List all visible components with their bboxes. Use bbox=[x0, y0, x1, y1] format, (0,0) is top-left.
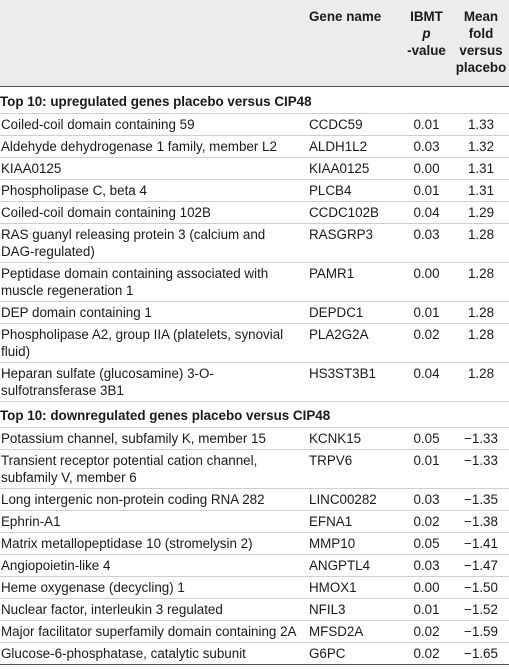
cell-description: Nuclear factor, interleukin 3 regulated bbox=[0, 599, 303, 621]
cell-ibmt-p-value: 0.04 bbox=[400, 202, 453, 224]
table-row bbox=[0, 533, 509, 555]
cell-mean-fold: 1.31 bbox=[453, 158, 509, 180]
section-title: Top 10: downregulated genes placebo versus CIP48 bbox=[0, 402, 509, 428]
section-header-row bbox=[0, 402, 509, 428]
cell-gene-name: NFIL3 bbox=[303, 599, 400, 621]
table-row bbox=[0, 263, 509, 302]
cell-description: Glucose-6-phosphatase, catalytic subunit bbox=[0, 643, 303, 665]
cell-description: Ephrin-A1 bbox=[0, 511, 303, 533]
cell-gene-name: ALDH1L2 bbox=[303, 136, 400, 158]
table-row bbox=[0, 136, 509, 158]
cell-ibmt-p-value: 0.03 bbox=[400, 555, 453, 577]
cell-ibmt-p-value: 0.04 bbox=[400, 363, 453, 402]
cell-description: Coiled-coil domain containing 102B bbox=[0, 202, 303, 224]
cell-gene-name: RASGRP3 bbox=[303, 224, 400, 263]
cell-mean-fold: −1.35 bbox=[453, 489, 509, 511]
cell-ibmt-p-value: 0.00 bbox=[400, 263, 453, 302]
table-row bbox=[0, 324, 509, 363]
cell-mean-fold: 1.29 bbox=[453, 202, 509, 224]
header-mean-fold: Mean fold versus placebo bbox=[453, 0, 509, 87]
cell-ibmt-p-value: 0.02 bbox=[400, 621, 453, 643]
table-row bbox=[0, 180, 509, 202]
cell-mean-fold: 1.28 bbox=[453, 363, 509, 402]
cell-description: Heparan sulfate (glucosamine) 3-O-sulfotransferase 3B1 bbox=[0, 363, 303, 402]
cell-gene-name: PAMR1 bbox=[303, 263, 400, 302]
table-row bbox=[0, 577, 509, 599]
cell-mean-fold: 1.28 bbox=[453, 324, 509, 363]
cell-mean-fold: 1.28 bbox=[453, 263, 509, 302]
cell-ibmt-p-value: 0.00 bbox=[400, 577, 453, 599]
table-row bbox=[0, 114, 509, 136]
table-row bbox=[0, 643, 509, 665]
cell-ibmt-p-value: 0.03 bbox=[400, 136, 453, 158]
cell-mean-fold: −1.41 bbox=[453, 533, 509, 555]
cell-description: Aldehyde dehydrogenase 1 family, member L2 bbox=[0, 136, 303, 158]
table-row bbox=[0, 489, 509, 511]
cell-description: Transient receptor potential cation channel, subfamily V, member 6 bbox=[0, 450, 303, 489]
cell-description: Coiled-coil domain containing 59 bbox=[0, 114, 303, 136]
cell-ibmt-p-value: 0.03 bbox=[400, 489, 453, 511]
cell-mean-fold: −1.59 bbox=[453, 621, 509, 643]
cell-ibmt-p-value: 0.01 bbox=[400, 180, 453, 202]
cell-ibmt-p-value: 0.05 bbox=[400, 533, 453, 555]
table-header bbox=[0, 0, 509, 87]
table-row bbox=[0, 599, 509, 621]
cell-description: Phospholipase A2, group IIA (platelets, synovial fluid) bbox=[0, 324, 303, 363]
cell-gene-name: KIAA0125 bbox=[303, 158, 400, 180]
cell-mean-fold: −1.47 bbox=[453, 555, 509, 577]
cell-mean-fold: −1.65 bbox=[453, 643, 509, 665]
cell-mean-fold: −1.33 bbox=[453, 428, 509, 450]
cell-description: Matrix metallopeptidase 10 (stromelysin 2) bbox=[0, 533, 303, 555]
header-row bbox=[0, 0, 509, 87]
table-row bbox=[0, 555, 509, 577]
cell-ibmt-p-value: 0.02 bbox=[400, 643, 453, 665]
cell-description: KIAA0125 bbox=[0, 158, 303, 180]
cell-mean-fold: −1.33 bbox=[453, 450, 509, 489]
cell-gene-name: CCDC59 bbox=[303, 114, 400, 136]
cell-ibmt-p-value: 0.01 bbox=[400, 599, 453, 621]
cell-description: Angiopoietin-like 4 bbox=[0, 555, 303, 577]
cell-gene-name: HS3ST3B1 bbox=[303, 363, 400, 402]
table-row bbox=[0, 511, 509, 533]
cell-mean-fold: −1.38 bbox=[453, 511, 509, 533]
cell-description: RAS guanyl releasing protein 3 (calcium and DAG-regulated) bbox=[0, 224, 303, 263]
section-title: Top 10: upregulated genes placebo versus CIP48 bbox=[0, 87, 509, 114]
cell-gene-name: ANGPTL4 bbox=[303, 555, 400, 577]
cell-gene-name: HMOX1 bbox=[303, 577, 400, 599]
cell-mean-fold: 1.32 bbox=[453, 136, 509, 158]
cell-mean-fold: −1.52 bbox=[453, 599, 509, 621]
cell-ibmt-p-value: 0.02 bbox=[400, 324, 453, 363]
cell-ibmt-p-value: 0.00 bbox=[400, 158, 453, 180]
cell-ibmt-p-value: 0.01 bbox=[400, 302, 453, 324]
section-header-row bbox=[0, 87, 509, 114]
cell-mean-fold: 1.28 bbox=[453, 302, 509, 324]
table-row bbox=[0, 450, 509, 489]
cell-mean-fold: 1.33 bbox=[453, 114, 509, 136]
cell-mean-fold: −1.50 bbox=[453, 577, 509, 599]
cell-ibmt-p-value: 0.02 bbox=[400, 511, 453, 533]
cell-gene-name: MFSD2A bbox=[303, 621, 400, 643]
header-description bbox=[0, 0, 303, 87]
table-body bbox=[0, 87, 509, 665]
cell-gene-name: MMP10 bbox=[303, 533, 400, 555]
table-row bbox=[0, 158, 509, 180]
header-p-label: p bbox=[422, 26, 431, 41]
cell-gene-name: PLCB4 bbox=[303, 180, 400, 202]
cell-gene-name: KCNK15 bbox=[303, 428, 400, 450]
cell-description: DEP domain containing 1 bbox=[0, 302, 303, 324]
cell-description: Potassium channel, subfamily K, member 15 bbox=[0, 428, 303, 450]
table-row bbox=[0, 621, 509, 643]
cell-description: Long intergenic non-protein coding RNA 282 bbox=[0, 489, 303, 511]
cell-ibmt-p-value: 0.03 bbox=[400, 224, 453, 263]
cell-gene-name: PLA2G2A bbox=[303, 324, 400, 363]
table-row bbox=[0, 302, 509, 324]
cell-gene-name: DEPDC1 bbox=[303, 302, 400, 324]
cell-mean-fold: 1.31 bbox=[453, 180, 509, 202]
cell-gene-name: LINC00282 bbox=[303, 489, 400, 511]
cell-mean-fold: 1.28 bbox=[453, 224, 509, 263]
cell-ibmt-p-value: 0.01 bbox=[400, 450, 453, 489]
cell-description: Heme oxygenase (decycling) 1 bbox=[0, 577, 303, 599]
header-value-label: -value bbox=[407, 43, 446, 58]
header-ibmt-p-value bbox=[400, 0, 453, 87]
cell-gene-name: G6PC bbox=[303, 643, 400, 665]
cell-ibmt-p-value: 0.01 bbox=[400, 114, 453, 136]
cell-gene-name: CCDC102B bbox=[303, 202, 400, 224]
cell-ibmt-p-value: 0.05 bbox=[400, 428, 453, 450]
table-row bbox=[0, 224, 509, 263]
header-ibmt-label: IBMT bbox=[410, 9, 443, 24]
cell-description: Peptidase domain containing associated with muscle regeneration 1 bbox=[0, 263, 303, 302]
cell-gene-name: TRPV6 bbox=[303, 450, 400, 489]
cell-description: Major facilitator superfamily domain containing 2A bbox=[0, 621, 303, 643]
table-row bbox=[0, 363, 509, 402]
table-row bbox=[0, 202, 509, 224]
table-row bbox=[0, 428, 509, 450]
cell-description: Phospholipase C, beta 4 bbox=[0, 180, 303, 202]
header-gene-name: Gene name bbox=[303, 0, 400, 87]
cell-gene-name: EFNA1 bbox=[303, 511, 400, 533]
